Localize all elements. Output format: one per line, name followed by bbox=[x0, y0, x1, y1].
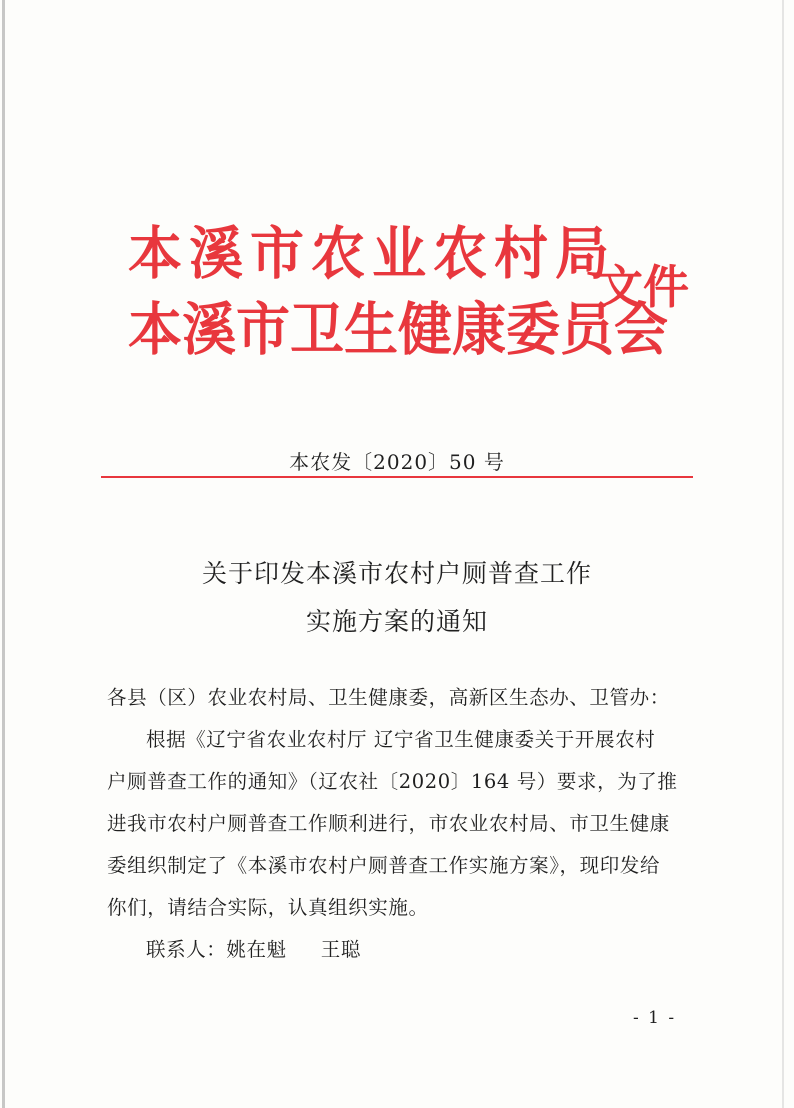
contact-line bbox=[146, 940, 361, 960]
issuer-agriculture-bureau: 本溪市农业农村局 bbox=[128, 220, 616, 287]
scan-edge-right bbox=[782, 0, 784, 1108]
salutation: 各县（区）农业农村局、卫生健康委，高新区生态办、卫管办： bbox=[107, 686, 670, 709]
body-line: 你们，请结合实际，认真组织实施。 bbox=[107, 896, 429, 919]
red-divider-line bbox=[101, 476, 693, 478]
contact-label: 联系人： bbox=[146, 938, 227, 961]
document-number: 本农发〔2020〕50 号 bbox=[289, 450, 505, 474]
document-title-line-2: 实施方案的通知 bbox=[305, 607, 488, 636]
scan-edge-left bbox=[2, 0, 5, 1108]
body-line: 户厕普查工作的通知》（辽农社〔2020〕164 号）要求，为了推 bbox=[107, 770, 678, 793]
contact-name: 姚在魁 bbox=[226, 938, 287, 961]
issuer-health-commission: 本溪市卫生健康委员会 bbox=[128, 296, 668, 363]
contact-name: 王聪 bbox=[320, 938, 361, 961]
body-line: 委组织制定了《本溪市农村户厕普查工作实施方案》，现印发给 bbox=[107, 854, 661, 877]
document-title-line-1: 关于印发本溪市农村户厕普查工作 bbox=[201, 559, 592, 588]
page-number: - 1 - bbox=[633, 1008, 677, 1028]
body-line: 根据《辽宁省农业农村厅 辽宁省卫生健康委关于开展农村 bbox=[146, 728, 656, 751]
document-type: 文件 bbox=[597, 260, 689, 314]
body-line: 进我市农村户厕普查工作顺利进行，市农业农村局、市卫生健康 bbox=[107, 812, 670, 835]
